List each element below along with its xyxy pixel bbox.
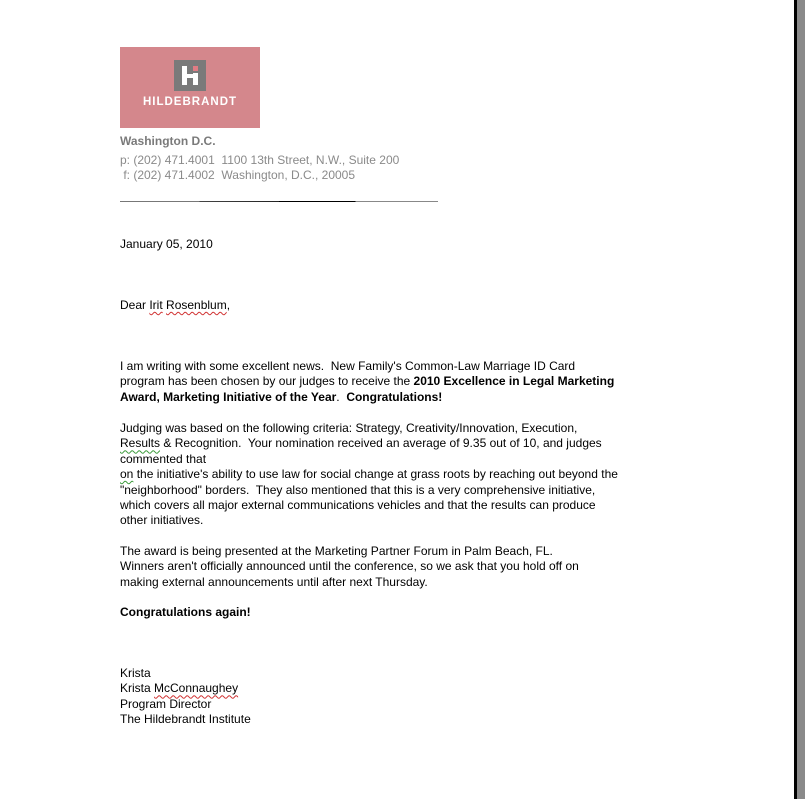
paragraph-presentation <box>120 544 579 590</box>
p2-line1: Judging was based on the following criteria: Strategy, Creativity/Innovation, Execution, <box>120 421 578 435</box>
fax-address-line: f: (202) 471.4002 Washington, D.C., 20005 <box>120 168 356 182</box>
p2-line3: commented that <box>120 451 207 466</box>
signature-block <box>120 666 251 728</box>
p2-line6: which covers all major external communications vehicles and that the results can produce <box>120 498 596 513</box>
letter-date: January 05, 2010 <box>120 237 213 251</box>
p1-line3-sep: . <box>336 389 347 404</box>
signature-first-name: Krista <box>120 666 151 680</box>
signature-full-name-first: Krista <box>120 681 155 696</box>
h-logo-icon <box>174 60 206 91</box>
signature-last-name: McConnaughey <box>154 681 239 696</box>
p2-line7: other initiatives. <box>120 513 204 528</box>
signature-organization: The Hildebrandt Institute <box>120 712 251 727</box>
p2-line2: & Recognition. Your nomination received an average of 9.35 out of 10, and judges <box>160 436 602 451</box>
closing-line: Congratulations again! <box>120 605 251 619</box>
p1-line1: I am writing with some excellent news. New Family's Common-Law Marriage ID Card <box>120 359 576 373</box>
p1-line2: program has been chosen by our judges to receive the <box>120 374 414 389</box>
letterhead-divider <box>120 201 438 202</box>
p3-line2: Winners aren't officially announced until the conference, so we ask that you hold off on <box>120 559 579 574</box>
signature-title: Program Director <box>120 696 212 711</box>
p3-line3: making external announcements until after next Thursday. <box>120 574 428 589</box>
award-name: 2010 Excellence in Legal Marketing <box>413 374 615 389</box>
salutation <box>120 298 230 313</box>
award-category: Award, Marketing Initiative of the Year <box>120 389 337 404</box>
congratulations-text: Congratulations! <box>346 389 443 404</box>
paragraph-announcement <box>120 359 614 405</box>
p2-results-word: Results <box>120 436 161 451</box>
paragraph-judging <box>120 421 618 529</box>
hildebrandt-logo <box>120 47 260 128</box>
p2-on-word: on <box>120 467 134 482</box>
recipient-last-name: Rosenblum <box>166 298 227 312</box>
p2-line4: the initiative's ability to use law for social change at grass roots by reaching out beyond the <box>133 467 618 482</box>
p3-line1: The award is being presented at the Marketing Partner Forum in Palm Beach, FL. <box>120 544 553 558</box>
recipient-first-name: Irit <box>149 298 163 312</box>
salutation-suffix: , <box>226 298 231 312</box>
logo-text: HILDEBRANDT <box>142 96 238 108</box>
salutation-prefix: Dear <box>120 298 150 312</box>
phone-address-line: p: (202) 471.4001 1100 13th Street, N.W., Suite 200 <box>120 153 400 167</box>
office-name: Washington D.C. <box>120 134 216 148</box>
page-gutter <box>797 0 805 799</box>
p2-line5: "neighborhood" borders. They also mentioned that this is a very comprehensive initiative, <box>120 482 596 497</box>
